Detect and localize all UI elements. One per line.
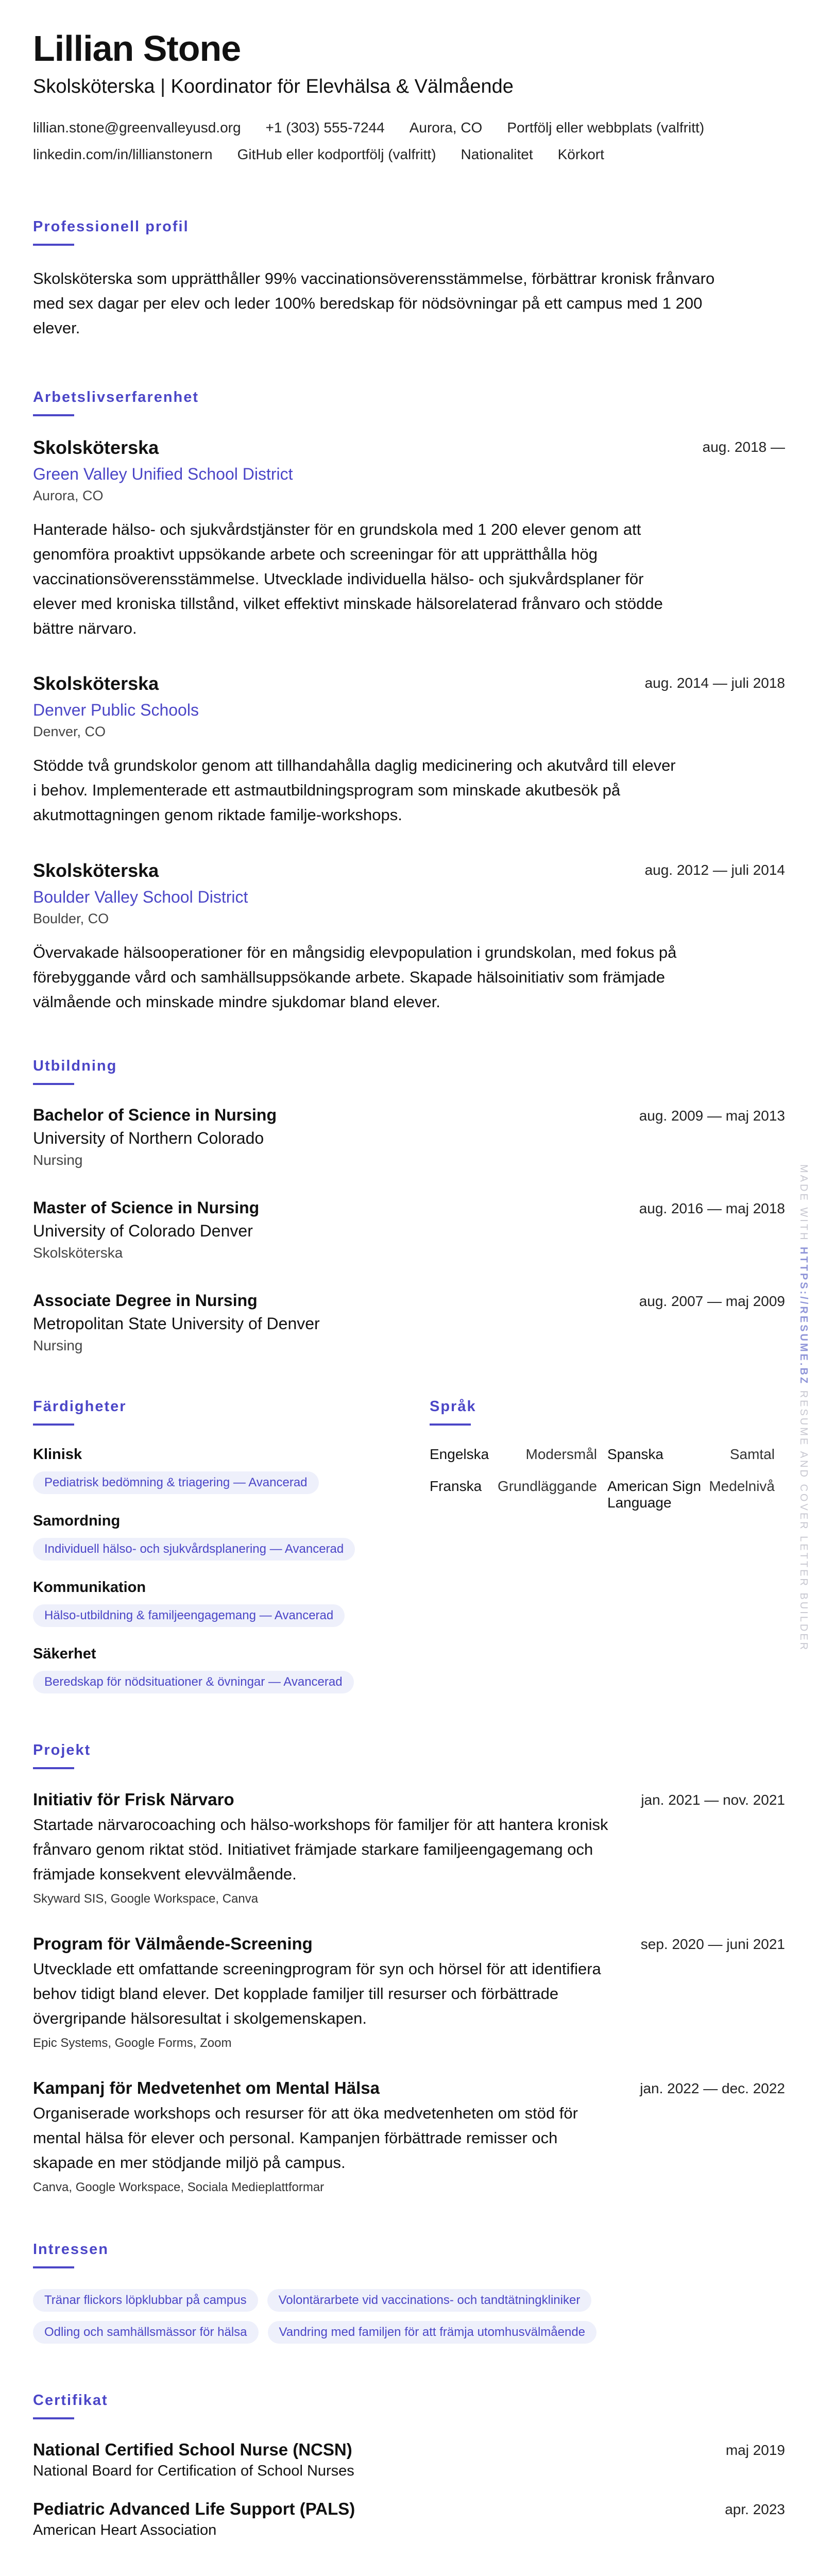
- certificate-issuer: American Heart Association: [33, 2522, 217, 2539]
- education-area: Skolsköterska: [33, 1244, 123, 1261]
- section-title: Arbetslivserfarenhet: [33, 389, 199, 406]
- job-title: Skolsköterska: [33, 673, 159, 694]
- job-description: Hanterade hälso- och sjukvårdstjänster för en grundskola med 1 200 elever genom att genomföra proaktivt uppsökande arbete och screeningar för att upprätthålla hög vaccinationsöverensstämmelse. Utvecklade individuella hälso- och sjukvårdsplaner för elever med kroniska tillstånd, vilket effektivt minskade hälsorelaterad frånvaro och stödde bättre närvaro.: [33, 520, 663, 638]
- candidate-name: Lillian Stone: [33, 28, 241, 69]
- summary-text: Skolsköterska som upprätthåller 99% vaccinationsöverensstämmelse, förbättrar kronisk frånvaro med sex dagar per elev och leder 100% beredskap för nödsövningar på ett campus med 1 200 elever.: [33, 269, 715, 337]
- job-title: Skolsköterska: [33, 437, 159, 459]
- project-date: jan. 2021 — nov. 2021: [641, 1791, 785, 1808]
- certificates-section: [33, 2392, 785, 2539]
- language-level: Medelnivå: [709, 1478, 775, 1494]
- education-date: aug. 2016 — maj 2018: [639, 1200, 785, 1216]
- project-tools: Epic Systems, Google Forms, Zoom: [33, 2036, 232, 2050]
- language-level: Grundläggande: [497, 1478, 597, 1494]
- language-item: [430, 1478, 607, 1511]
- skill-group: [33, 1579, 430, 1627]
- project-description: Organiserade workshops och resurser för att öka medvetenheten om stöd för mental hälsa för elever och personal. Kampanjen förbättrade remisser och skapade en mer stödjande miljö på campus.: [33, 2104, 578, 2172]
- skill-name: Kommunikation: [33, 1579, 146, 1596]
- language-item: [430, 1446, 607, 1463]
- section-divider: [33, 244, 74, 246]
- language-name: American Sign Language: [607, 1478, 702, 1511]
- project-entry: [33, 2078, 785, 2195]
- project-description: Startade närvarocoaching och hälso-workshops för familjer för att hantera kronisk frånvaro genom riktat stöd. Initiativet främjade starkare familjeengagemang och främjade konsekvent elevvälmående.: [33, 1815, 608, 1883]
- job-entry: [33, 673, 785, 827]
- education-entry: [33, 1291, 785, 1354]
- skill-pill: Hälso-utbildning & familjeengagemang — Avancerad: [33, 1604, 345, 1627]
- skill-group: [33, 1513, 430, 1561]
- section-divider: [33, 414, 74, 416]
- job-location: Aurora, CO: [33, 488, 104, 504]
- education-date: aug. 2009 — maj 2013: [639, 1107, 785, 1124]
- resume-header: [33, 29, 785, 163]
- watermark-link[interactable]: HTTPS://RESUME.BZ: [798, 1247, 809, 1386]
- project-entry: [33, 1790, 785, 1906]
- contact-license: Körkort: [557, 146, 604, 162]
- job-date: aug. 2012 — juli 2014: [644, 861, 785, 878]
- certificate-issuer: National Board for Certification of School Nurses: [33, 2463, 354, 2480]
- certificate-entry: [33, 2499, 785, 2539]
- education-section: [33, 1058, 785, 1354]
- job-company: Boulder Valley School District: [33, 887, 248, 906]
- languages-section: [430, 1398, 785, 1693]
- language-item: [607, 1478, 785, 1511]
- contact-phone[interactable]: +1 (303) 555-7244: [265, 120, 385, 135]
- certificate-name: Pediatric Advanced Life Support (PALS): [33, 2499, 355, 2519]
- certificate-entry: [33, 2440, 785, 2480]
- project-name: Program för Välmående-Screening: [33, 1934, 313, 1953]
- job-description: Stödde två grundskolor genom att tillhandahålla daglig medicinering och akutvård till elever i behov. Implementerade ett astmautbildningsprogram som minskade akutbesök på akutmottagningen genom riktade familje-workshops.: [33, 756, 676, 824]
- education-school: University of Northern Colorado: [33, 1128, 264, 1147]
- section-title: Utbildning: [33, 1057, 117, 1074]
- section-divider: [33, 1083, 74, 1085]
- job-location: Denver, CO: [33, 724, 106, 740]
- project-tools: Skyward SIS, Google Workspace, Canva: [33, 1891, 259, 1906]
- contact-location: Aurora, CO: [409, 120, 483, 135]
- contact-github[interactable]: GitHub eller kodportfölj (valfritt): [237, 146, 436, 162]
- education-entry: [33, 1198, 785, 1261]
- contact-portfolio[interactable]: Portfölj eller webbplats (valfritt): [507, 120, 705, 135]
- section-title: Certifikat: [33, 2392, 108, 2409]
- language-name: Franska: [430, 1478, 482, 1494]
- skill-pill: Pediatrisk bedömning & triagering — Avancerad: [33, 1471, 319, 1494]
- skill-pill: Beredskap för nödsituationer & övningar — Avancerad: [33, 1671, 354, 1693]
- language-name: Engelska: [430, 1446, 489, 1462]
- experience-section: [33, 389, 785, 1014]
- language-level: Samtal: [729, 1446, 775, 1462]
- skill-name: Klinisk: [33, 1446, 82, 1463]
- education-date: aug. 2007 — maj 2009: [639, 1293, 785, 1309]
- job-company: Denver Public Schools: [33, 701, 199, 720]
- section-divider: [33, 1767, 74, 1769]
- certificate-name: National Certified School Nurse (NCSN): [33, 2440, 352, 2460]
- skills-section: [33, 1398, 430, 1693]
- education-entry: [33, 1106, 785, 1168]
- skill-group: [33, 1446, 430, 1494]
- job-location: Boulder, CO: [33, 910, 109, 926]
- interest-list: [33, 2289, 703, 2344]
- section-title: Professionell profil: [33, 218, 189, 235]
- education-area: Nursing: [33, 1337, 83, 1353]
- education-area: Nursing: [33, 1151, 83, 1168]
- projects-section: [33, 1742, 785, 2195]
- section-divider: [33, 1423, 74, 1426]
- job-company: Green Valley Unified School District: [33, 465, 293, 484]
- skill-group: [33, 1646, 430, 1693]
- candidate-title: Skolsköterska | Koordinator för Elevhälsa & Välmående: [33, 76, 514, 97]
- interest-pill: Tränar flickors löpklubbar på campus: [33, 2289, 258, 2312]
- education-degree: Associate Degree in Nursing: [33, 1291, 258, 1310]
- section-divider: [33, 2417, 74, 2419]
- section-title: Projekt: [33, 1741, 91, 1758]
- job-description: Övervakade hälsooperationer för en mångsidig elevpopulation i grundskolan, med fokus på förebyggande vård och samhällsuppsökande arbete. Skapade hälsoinitiativ som främjade välmående och minskade mindre sjukdomar bland elever.: [33, 943, 677, 1011]
- education-degree: Master of Science in Nursing: [33, 1198, 260, 1217]
- contact-list: [33, 120, 785, 163]
- skills-languages-row: [33, 1398, 785, 1693]
- language-item: [607, 1446, 785, 1463]
- education-school: Metropolitan State University of Denver: [33, 1314, 320, 1333]
- builder-watermark: [797, 1164, 809, 1652]
- project-date: jan. 2022 — dec. 2022: [640, 2080, 785, 2096]
- job-entry: [33, 437, 785, 641]
- section-title: Språk: [430, 1398, 476, 1415]
- skill-name: Samordning: [33, 1512, 121, 1529]
- education-degree: Bachelor of Science in Nursing: [33, 1105, 277, 1124]
- section-divider: [33, 2266, 74, 2268]
- section-divider: [430, 1423, 471, 1426]
- language-name: Spanska: [607, 1446, 663, 1462]
- job-title: Skolsköterska: [33, 859, 159, 881]
- resume-page: [33, 29, 785, 2539]
- language-list: [430, 1446, 785, 1511]
- job-date: aug. 2014 — juli 2018: [644, 675, 785, 691]
- interests-section: [33, 2241, 785, 2344]
- project-tools: Canva, Google Workspace, Sociala Medieplattformar: [33, 2180, 325, 2195]
- project-name: Initiativ för Frisk Närvaro: [33, 1789, 234, 1809]
- project-name: Kampanj för Medvetenhet om Mental Hälsa: [33, 2078, 380, 2097]
- certificate-date: maj 2019: [725, 2442, 785, 2459]
- job-date: aug. 2018 —: [702, 439, 785, 455]
- contact-linkedin[interactable]: linkedin.com/in/lillianstonern: [33, 146, 213, 162]
- job-entry: [33, 860, 785, 1014]
- interest-pill: Odling och samhällsmässor för hälsa: [33, 2321, 259, 2344]
- section-title: Färdigheter: [33, 1398, 127, 1415]
- section-title: Intressen: [33, 2241, 109, 2258]
- certificate-date: apr. 2023: [725, 2501, 785, 2518]
- interest-pill: Volontärarbete vid vaccinations- och tandtätningkliniker: [267, 2289, 592, 2312]
- skill-name: Säkerhet: [33, 1645, 96, 1662]
- education-school: University of Colorado Denver: [33, 1221, 253, 1240]
- summary-section: [33, 218, 785, 341]
- project-entry: [33, 1934, 785, 2050]
- skill-pill: Individuell hälso- och sjukvårdsplanering — Avancerad: [33, 1538, 355, 1561]
- contact-email[interactable]: lillian.stone@greenvalleyusd.org: [33, 120, 241, 135]
- interest-pill: Vandring med familjen för att främja utomhusvälmående: [268, 2321, 597, 2344]
- watermark-suffix: RESUME AND COVER LETTER BUILDER: [798, 1390, 809, 1652]
- language-level: Modersmål: [525, 1446, 597, 1462]
- watermark-prefix: MADE WITH: [798, 1164, 809, 1242]
- project-description: Utvecklade ett omfattande screeningprogram för syn och hörsel för att identifiera behov tidigt bland elever. Det kopplade familjer till resurser och förbättrade övergripande hälsoresultat i skolgemenskapen.: [33, 1959, 601, 2027]
- project-date: sep. 2020 — juni 2021: [640, 1936, 785, 1952]
- contact-nationality: Nationalitet: [461, 146, 533, 162]
